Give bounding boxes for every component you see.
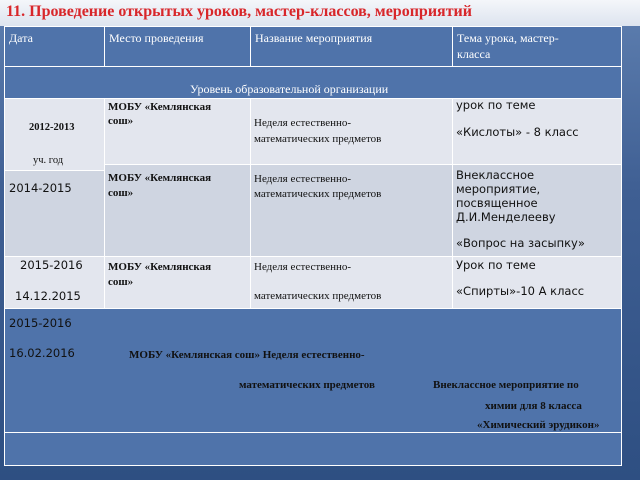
row3-place-line2: сош» — [108, 276, 134, 288]
row2-event-line1: Неделя естественно- — [254, 173, 352, 185]
row1-event-cell — [250, 98, 452, 164]
row1-topic-line1: урок по теме — [456, 98, 536, 112]
row1-topic-line2: «Кислоты» - 8 класс — [456, 125, 579, 139]
row1-date-year: 2012-2013 — [29, 122, 75, 133]
section-row — [4, 66, 622, 98]
row4-topic-line1: Внеклассное мероприятие по — [433, 379, 579, 391]
row1-place-cell — [104, 98, 250, 164]
row3-date-day: 14.12.2015 — [15, 289, 81, 303]
row3-event-line2: математических предметов — [254, 290, 382, 302]
row4-date-year: 2015-2016 — [9, 316, 72, 330]
row1-place-line2: сош» — [108, 115, 134, 127]
row4-event-line2: математических предметов — [239, 379, 375, 391]
title-bar — [0, 0, 640, 26]
row2-topic-cell — [452, 164, 622, 256]
row3-date-year: 2015-2016 — [20, 258, 83, 272]
header-event — [250, 26, 452, 66]
row2-event-cell — [250, 164, 452, 256]
row2-event-line2: математических предметов — [254, 188, 382, 200]
row2-topic-line3: посвященное — [456, 196, 538, 210]
row2-topic-line2: мероприятие, — [456, 182, 541, 196]
row1-place-line1: МОБУ «Кемлянская — [108, 101, 212, 113]
row2-topic-line1: Внеклассное — [456, 168, 535, 182]
row4-place-event: МОБУ «Кемлянская сош» Неделя естественно- — [129, 349, 365, 361]
row2-date-year: 2014-2015 — [9, 181, 72, 195]
row3-place-cell — [104, 256, 250, 308]
header-topic-line1: Тема урока, мастер- — [457, 31, 559, 45]
empty-row — [4, 432, 622, 466]
page-title: 11. Проведение открытых уроков, мастер-классов, мероприятий — [6, 3, 472, 20]
row1-date-cell — [4, 98, 104, 170]
header-topic — [452, 26, 622, 66]
row2-place-line2: сош» — [108, 187, 134, 199]
row2-topic-line5: «Вопрос на засыпку» — [456, 236, 585, 250]
section-label: Уровень образовательной организации — [190, 82, 389, 96]
row4-date-day: 16.02.2016 — [9, 346, 75, 360]
row1-date-label: уч. год — [33, 155, 64, 166]
row2-topic-line4: Д.И.Менделееву — [456, 210, 556, 224]
row3-place-line1: МОБУ «Кемлянская — [108, 261, 212, 273]
header-topic-line2: класса — [457, 47, 491, 61]
row3-topic-line2: «Спирты»-10 А класс — [456, 284, 585, 298]
row2-place-line1: МОБУ «Кемлянская — [108, 172, 212, 184]
row1-event-line2: математических предметов — [254, 133, 382, 145]
row4-cell — [4, 308, 622, 432]
row3-event-cell — [250, 256, 452, 308]
row1-topic-cell — [452, 98, 622, 164]
row3-date-cell — [4, 256, 104, 308]
row4-topic-line3: «Химический эрудикон» — [477, 419, 600, 431]
header-place — [104, 26, 250, 66]
row4-topic-line2: химии для 8 класса — [485, 400, 582, 412]
header-place-label: Место проведения — [109, 31, 204, 45]
header-event-label: Название мероприятия — [255, 31, 373, 45]
header-date-label: Дата — [9, 31, 33, 45]
row3-topic-line1: Урок по теме — [456, 258, 536, 272]
row3-event-line1: Неделя естественно- — [254, 261, 352, 273]
row3-topic-cell — [452, 256, 622, 308]
row1-event-line1: Неделя естественно- — [254, 117, 352, 129]
header-date — [4, 26, 104, 66]
row2-place-cell — [104, 164, 250, 256]
row2-date-cell — [4, 170, 104, 256]
